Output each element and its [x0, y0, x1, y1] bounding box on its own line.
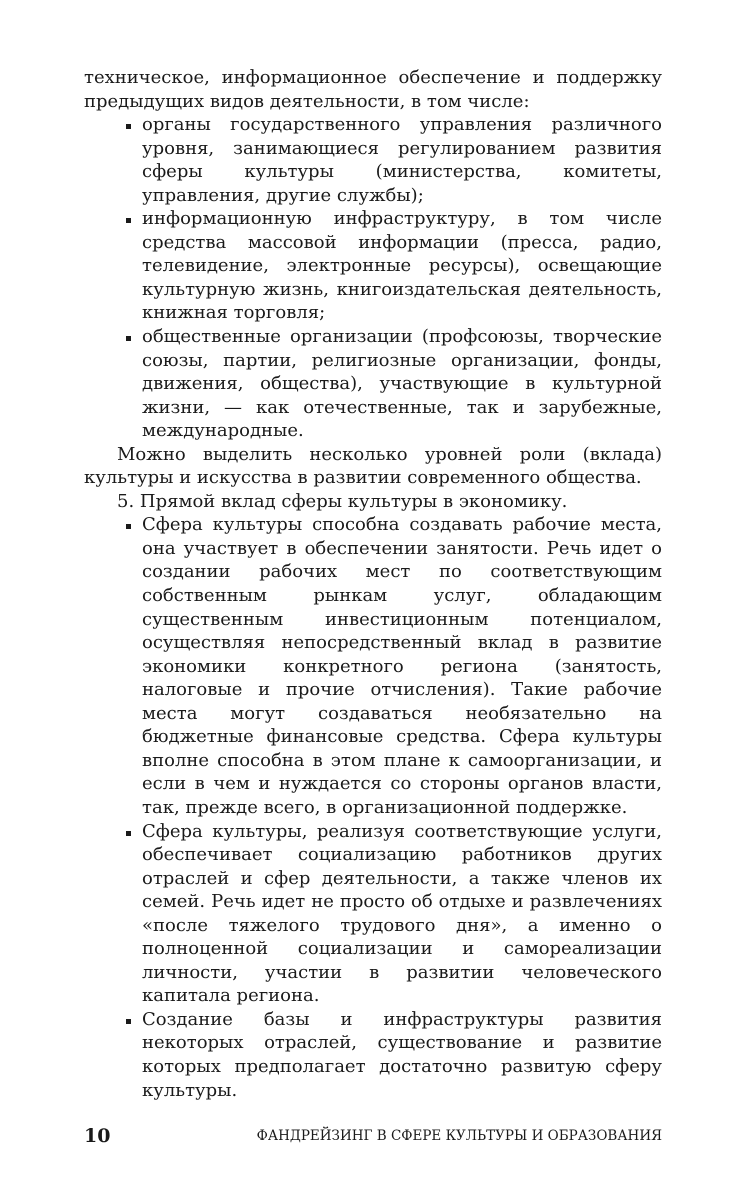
- list-item: Сфера культуры, реализуя соответствующие услуги, обеспечивает социализацию работников других отраслей и сфер деятельности, а также членов их семей. Речь идет не просто об отдыхе и развлечениях «после тяжелого трудового дня», а именно о полноценной социализации и самореализации личности, участии в развитии человеческого капитала региона.: [142, 820, 662, 1007]
- list-item: органы государственного управления различного уровня, занимающиеся регулированием развития сферы культуры (министерства, комитеты, управления, другие службы);: [142, 114, 662, 206]
- list-item: информационную инфраструктуру, в том числе средства массовой информации (пресса, радио, телевидение, электронные ресурсы), освещающие культурную жизнь, книгоиздательская деятельность, книжная торговля;: [142, 208, 662, 324]
- page-body: [84, 66, 662, 1102]
- list-item: Сфера культуры способна создавать рабочие места, она участвует в обеспечении занятости. Речь идет о создании рабочих мест по соответствующим собственным рынкам услуг, обладающим существенным инвестиционным потенциалом, осуществляя непосредственный вклад в развитие экономики конкретного региона (занятость, налоговые и прочие отчисления). Такие рабочие места могут создаваться необязательно на бюджетные финансовые средства. Сфера культуры вполне способна в этом плане к самоорганизации, и если в чем и нуждается со стороны органов власти, так, прежде всего, в организационной поддержке.: [142, 514, 662, 818]
- page-number: 10: [84, 1125, 111, 1147]
- list-item: Создание базы и инфраструктуры развития некоторых отраслей, существование и развитие которых предполагает достаточно развитую сферу культуры.: [142, 1008, 662, 1101]
- bullet-list-organizations: [84, 113, 662, 443]
- bullet-list-contributions: [84, 513, 662, 1102]
- levels-paragraph: Можно выделить несколько уровней роли (вклада) культуры и искусства в развитии современного общества.: [84, 443, 662, 489]
- page-footer: [84, 1125, 662, 1149]
- numbered-item-5: 5. Прямой вклад сферы культуры в экономику.: [117, 490, 568, 512]
- running-title: ФАНДРЕЙЗИНГ В СФЕРЕ КУЛЬТУРЫ И ОБРАЗОВАНИЯ: [256, 1128, 662, 1144]
- list-item: общественные организации (профсоюзы, творческие союзы, партии, религиозные организации, фонды, движения, общества), участвующие в культурной жизни, — как отечественные, так и зарубежные, международные.: [142, 326, 662, 442]
- intro-paragraph: техническое, информационное обеспечение и поддержку предыдущих видов деятельности, в том числе:: [84, 67, 662, 112]
